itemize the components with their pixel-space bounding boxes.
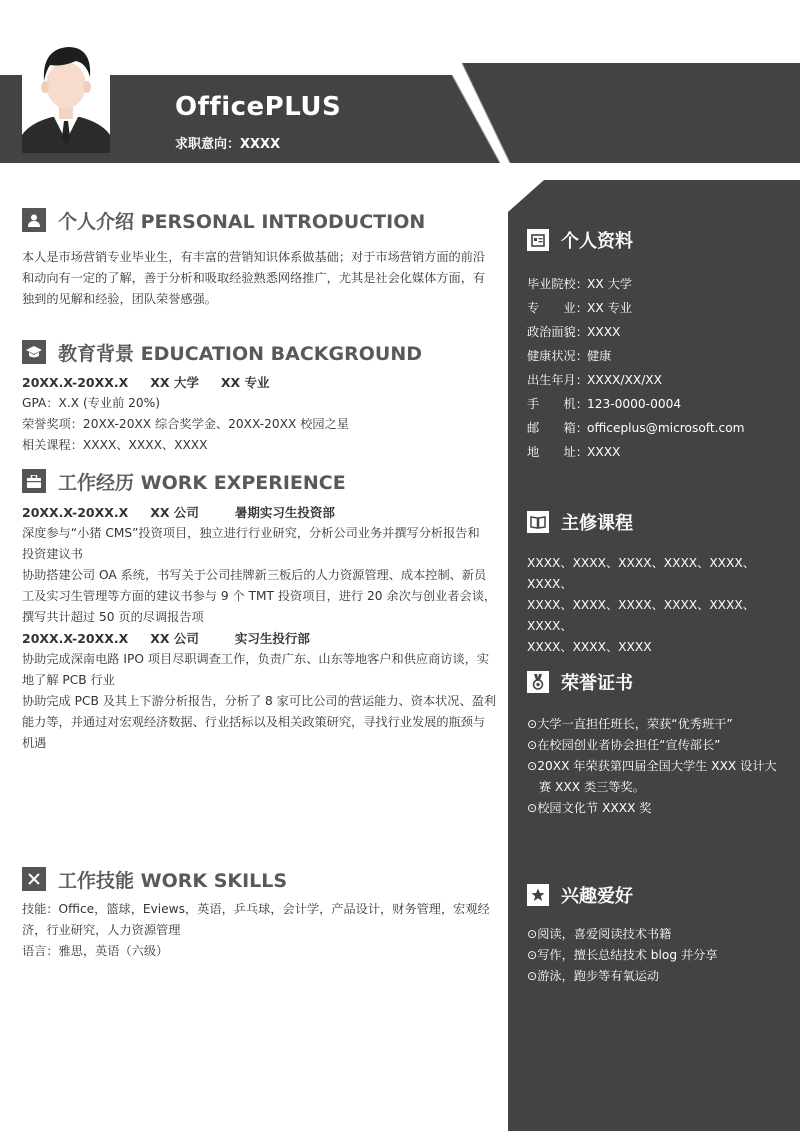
job-company: XX 公司	[150, 505, 199, 520]
section-header-education	[22, 338, 422, 366]
education-courses: 相关课程：XXXX、XXXX、XXXX	[22, 438, 208, 452]
profile-row	[527, 368, 787, 392]
profile-value: officeplus@microsoft.com	[587, 421, 745, 435]
sidebar-header-profile	[527, 227, 633, 253]
honor-item: ⊙20XX 年荣获第四届全国大学生 XXX 设计大	[527, 759, 777, 773]
honor-item: ⊙校园文化节 XXXX 奖	[527, 801, 652, 815]
honors-list	[527, 714, 787, 819]
education-title: 教育背景 EDUCATION BACKGROUND	[58, 342, 422, 365]
job-header	[22, 628, 490, 649]
job-period: 20XX.X-20XX.X	[22, 505, 129, 520]
job-line: 协助完成深南电路 IPO 项目尽职调查工作，负责广东、山东等地客户和供应商访谈，实	[22, 652, 490, 666]
avatar-illustration	[22, 37, 110, 153]
profile-key: 邮 箱：	[527, 421, 588, 435]
section-header-skills	[22, 865, 287, 893]
sidebar-header-courses	[527, 509, 633, 535]
profile-value: XX 大学	[587, 277, 632, 291]
work-title: 工作经历 WORK EXPERIENCE	[58, 471, 346, 494]
tools-icon	[22, 867, 46, 891]
honor-item: ⊙在校园创业者协会担任“宣传部长”	[527, 738, 721, 752]
skills-line: 济，行业研究，人力资源管理	[22, 923, 181, 937]
header-band	[0, 75, 800, 163]
education-school: XX 大学	[150, 375, 199, 390]
courses-line: XXXX、XXXX、XXXX、XXXX、XXXX、XXXX、	[527, 598, 755, 633]
job-line: 地了解 PCB 行业	[22, 673, 115, 687]
job-line: 协助搭建公司 OA 系统，书写关于公司挂牌新三板后的人力资源管理、成本控制、新员	[22, 568, 487, 582]
sidebar-header-hobbies	[527, 882, 633, 908]
profile-value: XXXX	[587, 445, 621, 459]
intro-line: 独到的见解和经验，团队荣誉感强。	[22, 292, 217, 306]
job-line: 投资建议书	[22, 547, 83, 561]
work-body	[22, 502, 497, 754]
job-header	[22, 502, 490, 523]
profile-value: XXXX	[587, 325, 621, 339]
profile-value: 健康	[587, 349, 612, 363]
job-line: 深度参与“小猪 CMS”投资项目，独立进行行业研究，分析公司业务并撰写分析报告和	[22, 526, 480, 540]
honor-item-continuation: 赛 XXX 类三等奖。	[539, 780, 645, 794]
profile-row	[527, 272, 787, 296]
profile-row	[527, 416, 787, 440]
courses-line: XXXX、XXXX、XXXX	[527, 640, 652, 654]
profile-key: 出生年月：	[527, 373, 588, 387]
job-role: 暑期实习生投资部	[234, 505, 335, 520]
hobby-item: ⊙写作，擅长总结技术 blog 并分享	[527, 948, 718, 962]
honor-item: ⊙大学一直担任班长，荣获“优秀班干”	[527, 717, 733, 731]
profile-key: 地 址：	[527, 445, 588, 459]
intro-line: 本人是市场营销专业毕业生，有丰富的营销知识体系做基础；对于市场营销方面的前沿	[22, 250, 486, 264]
profile-row	[527, 440, 787, 464]
hobby-item: ⊙游泳，跑步等有氧运动	[527, 969, 660, 983]
skills-line: 技能：Office，篮球，Eviews，英语，乒乓球，会计学，产品设计，财务管理，宏观经	[22, 902, 490, 916]
job-line: 能力等，并通过对宏观经济数据、行业括标以及相关政策研究，寻找行业发展的瓶颈与	[22, 715, 486, 729]
job-line: 机遇	[22, 736, 47, 750]
education-gpa: GPA：X.X (专业前 20%)	[22, 396, 161, 410]
star-icon	[527, 884, 549, 906]
medal-icon	[527, 671, 549, 693]
hobbies-list	[527, 924, 787, 987]
section-header-work	[22, 467, 346, 495]
profile-list	[527, 272, 787, 464]
education-summary	[22, 372, 490, 393]
profile-value: XXXX/XX/XX	[587, 373, 663, 387]
book-icon	[527, 511, 549, 533]
profile-key: 手 机：	[527, 397, 588, 411]
profile-row	[527, 296, 787, 320]
profile-title: 个人资料	[561, 231, 633, 252]
intro-text	[22, 247, 490, 310]
graduation-cap-icon	[22, 340, 46, 364]
job-intent: 求职意向：XXXX	[175, 137, 281, 152]
briefcase-icon	[22, 469, 46, 493]
skills-line: 语言：雅思，英语（六级）	[22, 944, 169, 958]
job-role: 实习生投行部	[234, 631, 310, 646]
person-icon	[22, 208, 46, 232]
job-line: 撰写共计超过 50 页的尽调报告项	[22, 610, 204, 624]
courses-title: 主修课程	[561, 513, 633, 534]
job-line: 协助完成 PCB 及其上下游分析报告，分析了 8 家可比公司的营运能力、资本状况、盈利	[22, 694, 497, 708]
id-card-icon	[527, 229, 549, 251]
profile-key: 毕业院校：	[527, 277, 588, 291]
section-header-intro	[22, 206, 425, 234]
job-line: 工及实习生管理等方面的建议书参与 9 个 TMT 投资项目，进行 20 余次与创业者会谈，	[22, 589, 497, 603]
job-company: XX 公司	[150, 631, 199, 646]
header-shape	[0, 63, 800, 163]
skills-body	[22, 899, 490, 962]
name: OfficePLUS	[175, 92, 342, 122]
education-period: 20XX.X-20XX.X	[22, 375, 129, 390]
hobby-item: ⊙阅读，喜爱阅读技术书籍	[527, 927, 672, 941]
profile-value: XX 专业	[587, 301, 632, 315]
education-honors: 荣誉奖项：20XX-20XX 综合奖学金、20XX-20XX 校园之星	[22, 417, 349, 431]
honors-title: 荣誉证书	[561, 673, 633, 694]
hobbies-title: 兴趣爱好	[561, 886, 633, 907]
profile-key: 政治面貌：	[527, 325, 588, 339]
avatar	[22, 37, 110, 153]
courses-list	[527, 553, 787, 658]
education-major: XX 专业	[220, 375, 270, 390]
sidebar-header-honors	[527, 669, 633, 695]
education-body	[22, 372, 490, 456]
profile-value: 123-0000-0004	[587, 397, 682, 411]
profile-row	[527, 392, 787, 416]
profile-row	[527, 320, 787, 344]
profile-row	[527, 344, 787, 368]
profile-key: 健康状况：	[527, 349, 588, 363]
intro-line: 和动向有一定的了解，善于分析和吸取经验熟悉网络推广，尤其是社会化媒体方面，有	[22, 271, 486, 285]
job-period: 20XX.X-20XX.X	[22, 631, 129, 646]
skills-title: 工作技能 WORK SKILLS	[58, 869, 288, 892]
intro-title: 个人介绍 PERSONAL INTRODUCTION	[58, 210, 426, 233]
courses-line: XXXX、XXXX、XXXX、XXXX、XXXX、XXXX、	[527, 556, 755, 591]
profile-key: 专 业：	[527, 301, 588, 315]
